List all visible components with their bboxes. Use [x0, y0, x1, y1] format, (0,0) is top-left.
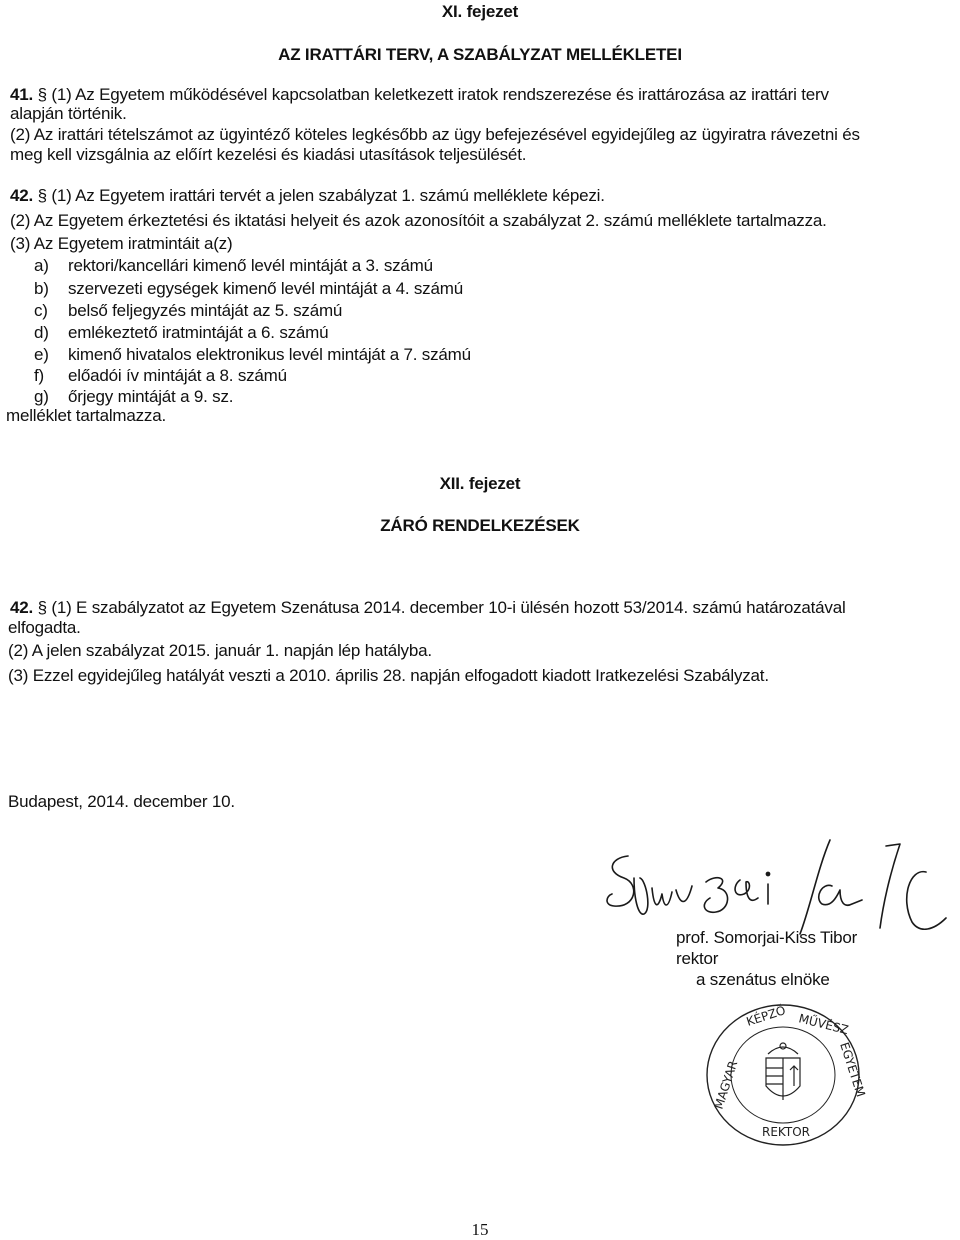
list-label: c): [34, 301, 48, 320]
section-41-p2-line1: (2) Az irattári tételszámot az ügyintéző köteles legkésőbb az ügy befejezésével egyidejűleg az ügyiratra rávezetni és: [10, 125, 860, 144]
section-number: 42.: [10, 598, 34, 617]
list-tail: melléklet tartalmazza.: [6, 406, 166, 425]
paragraph-text: § (1) Az Egyetem irattári tervét a jelen szabályzat 1. számú melléklete képezi.: [37, 186, 605, 205]
list-item: [34, 345, 471, 365]
list-label: f): [34, 366, 44, 385]
section-number: 41.: [10, 85, 34, 104]
list-label: b): [34, 279, 49, 298]
list-text: kimenő hivatalos elektronikus levél mintáját a 7. számú: [68, 345, 471, 364]
list-label: g): [34, 387, 49, 406]
closing-section-p2: (2) A jelen szabályzat 2015. január 1. napján lép hatályba.: [8, 641, 432, 660]
list-item: [34, 387, 233, 407]
section-number: 42.: [10, 186, 34, 205]
list-text: szervezeti egységek kimenő levél mintáját a 4. számú: [68, 279, 463, 298]
list-item: [34, 279, 463, 299]
section-41-p2-line2: meg kell vizsgálnia az előírt kezelési és kiadási utasítások teljesülését.: [10, 145, 527, 164]
list-label: e): [34, 345, 49, 364]
paragraph-text: § (1) E szabályzatot az Egyetem Szenátusa 2014. december 10-i ülésén hozott 53/2014. számú határozatával: [37, 598, 846, 617]
page-number: 15: [471, 1220, 489, 1239]
closing-section-p1-line1: [10, 598, 846, 618]
closing-section-p3: (3) Ezzel egyidejűleg hatályát veszti a 2010. április 28. napján elfogadott kiadott Iratkezelési Szabályzat.: [8, 666, 769, 685]
list-text: belső feljegyzés mintáját az 5. számú: [68, 301, 343, 320]
section-42-p2: (2) Az Egyetem érkeztetési és iktatási helyeit és azok azonosítóit a szabályzat 2. számú melléklete tartalmazza.: [10, 211, 827, 230]
chapter-heading: XI. fejezet: [441, 2, 519, 21]
svg-text:REKTOR: REKTOR: [762, 1125, 810, 1139]
paragraph-text: § (1) Az Egyetem működésével kapcsolatban keletkezett iratok rendszerezése és irattározása az irattári terv: [37, 85, 829, 104]
list-text: őrjegy mintáját a 9. sz.: [68, 387, 234, 406]
chapter-title: ZÁRÓ RENDELKEZÉSEK: [380, 516, 580, 535]
closing-section-p1-line2: elfogadta.: [8, 618, 81, 637]
section-41-p1-line1: [10, 85, 829, 105]
chapter-title: AZ IRATTÁRI TERV, A SZABÁLYZAT MELLÉKLETEI: [278, 45, 682, 64]
list-item: [34, 256, 433, 276]
svg-text:MŰVÉSZ: MŰVÉSZ: [797, 1011, 850, 1038]
list-text: rektori/kancellári kimenő levél mintáját a 3. számú: [68, 256, 433, 275]
list-label: a): [34, 256, 49, 275]
section-41-p1-line2: alapján történik.: [10, 104, 127, 123]
section-42-p3: (3) Az Egyetem iratmintáit a(z): [10, 234, 233, 253]
signatory-name: prof. Somorjai-Kiss Tibor: [676, 928, 858, 947]
svg-text:KÉPZŐ: KÉPZŐ: [744, 1003, 788, 1029]
chapter-heading: XII. fejezet: [439, 474, 521, 493]
list-item: [34, 301, 342, 321]
official-seal: [702, 1000, 868, 1150]
list-text: előadói ív mintáját a 8. számú: [68, 366, 287, 385]
svg-text:MAGYAR: MAGYAR: [711, 1059, 741, 1111]
signatory-role2: a szenátus elnöke: [696, 970, 830, 989]
svg-text:EGYETEM: EGYETEM: [837, 1040, 868, 1099]
list-item: [34, 323, 328, 343]
list-item: [34, 366, 287, 386]
section-42-p1: [10, 186, 605, 206]
list-text: emlékeztető iratmintáját a 6. számú: [68, 323, 329, 342]
place-date: Budapest, 2014. december 10.: [8, 792, 235, 811]
signatory-role: rektor: [676, 949, 719, 968]
list-label: d): [34, 323, 49, 342]
